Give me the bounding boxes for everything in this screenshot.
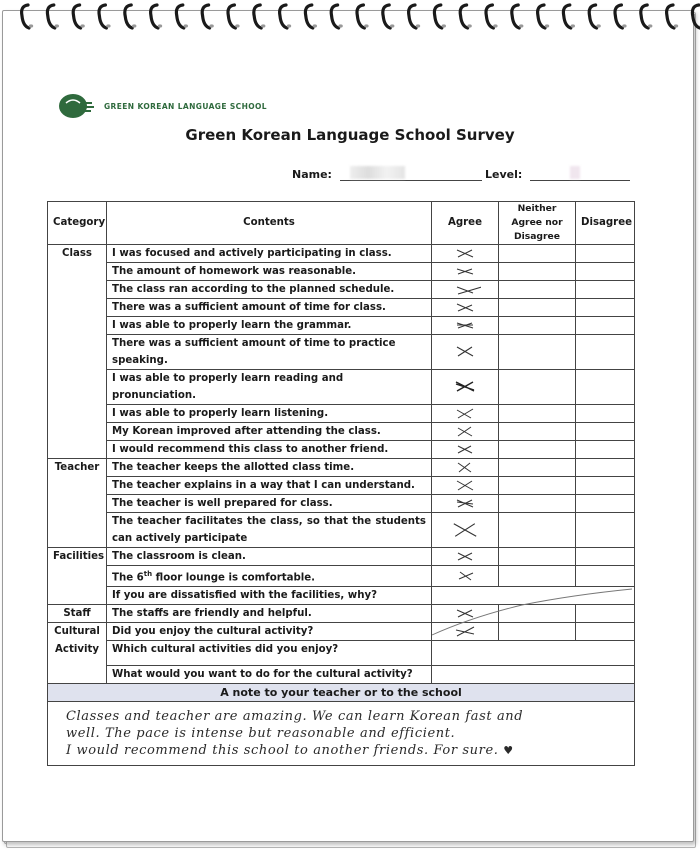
category-class: Class [48, 245, 107, 459]
level-blank[interactable] [530, 168, 630, 181]
x-mark-icon [455, 320, 475, 331]
agree-cell[interactable] [432, 605, 499, 623]
category-staff: Staff [48, 605, 107, 623]
page-title: Green Korean Language School Survey [185, 126, 515, 144]
item-label: There was a sufficient amount of time for class. [107, 299, 432, 317]
x-mark-icon [455, 444, 475, 455]
neither-cell[interactable] [499, 566, 576, 587]
agree-cell[interactable] [432, 335, 499, 370]
agree-cell[interactable] [432, 245, 499, 263]
level-field[interactable] [485, 168, 630, 181]
neither-cell[interactable] [499, 548, 576, 566]
note-textarea[interactable] [48, 702, 635, 766]
disagree-cell[interactable] [576, 423, 635, 441]
disagree-cell[interactable] [576, 623, 635, 641]
disagree-cell[interactable] [576, 548, 635, 566]
item-label: My Korean improved after attending the class. [107, 423, 432, 441]
item-label: I was able to properly learn listening. [107, 405, 432, 423]
level-label: Level: [485, 168, 523, 181]
neither-cell[interactable] [499, 370, 576, 405]
item-label: Which cultural activities did you enjoy? [107, 641, 432, 666]
disagree-cell[interactable] [576, 245, 635, 263]
x-mark-icon [455, 302, 475, 313]
agree-cell[interactable] [432, 423, 499, 441]
x-mark-icon [455, 408, 475, 419]
neither-cell[interactable] [499, 495, 576, 513]
col-agree: Agree [432, 202, 499, 245]
disagree-cell[interactable] [576, 317, 635, 335]
table-row [48, 566, 635, 587]
table-row [48, 459, 635, 477]
school-logo-icon [58, 93, 98, 119]
x-mark-icon [455, 608, 475, 619]
neither-cell[interactable] [499, 605, 576, 623]
disagree-cell[interactable] [576, 263, 635, 281]
item-label: The amount of homework was reasonable. [107, 263, 432, 281]
disagree-cell[interactable] [576, 495, 635, 513]
neither-cell[interactable] [499, 405, 576, 423]
table-row [48, 441, 635, 459]
agree-cell[interactable] [432, 405, 499, 423]
neither-cell[interactable] [499, 477, 576, 495]
note-header-row [48, 684, 635, 702]
table-row [48, 245, 635, 263]
x-mark-icon [455, 462, 475, 473]
disagree-cell[interactable] [576, 370, 635, 405]
col-disagree: Disagree [576, 202, 635, 245]
item-label: The staffs are friendly and helpful. [107, 605, 432, 623]
item-label: I was able to properly learn reading and pronunciation. [107, 370, 432, 405]
school-logo-text: GREEN KOREAN LANGUAGE SCHOOL [104, 101, 267, 111]
x-mark-icon [455, 266, 475, 277]
note-heading: A note to your teacher or to the school [48, 684, 635, 702]
neither-cell[interactable] [499, 317, 576, 335]
heart-icon: ♥ [503, 744, 514, 758]
col-neither: Neither Agree nor Disagree [499, 202, 576, 245]
note-line: well. The pace is intense but reasonable and efficient. [66, 726, 456, 742]
disagree-cell[interactable] [576, 605, 635, 623]
agree-cell[interactable] [432, 317, 499, 335]
table-row [48, 587, 635, 605]
col-category: Category [48, 202, 107, 245]
note-line: Classes and teacher are amazing. We can learn Korean fast and [66, 709, 524, 725]
agree-cell[interactable] [432, 623, 499, 641]
neither-cell[interactable] [499, 281, 576, 299]
table-row [48, 666, 635, 684]
agree-cell[interactable] [432, 281, 499, 299]
x-mark-icon [452, 381, 478, 392]
item-label: The teacher facilitates the class, so that the students can actively participate [107, 513, 432, 548]
answer-cell[interactable] [432, 587, 635, 605]
agree-cell[interactable] [432, 263, 499, 281]
agree-cell[interactable] [432, 548, 499, 566]
school-logo [58, 93, 267, 119]
neither-cell[interactable] [499, 623, 576, 641]
category-cultural [48, 623, 107, 684]
x-mark-icon [451, 520, 479, 540]
x-mark-icon [455, 480, 475, 491]
disagree-cell[interactable] [576, 566, 635, 587]
item-label: I was focused and actively participating in class. [107, 245, 432, 263]
name-label: Name: [292, 168, 332, 181]
table-row [48, 263, 635, 281]
table-row [48, 495, 635, 513]
x-mark-icon [455, 426, 475, 437]
item-label: The classroom is clean. [107, 548, 432, 566]
table-row [48, 335, 635, 370]
col-contents: Contents [107, 202, 432, 245]
item-label: The teacher explains in a way that I can understand. [107, 477, 432, 495]
table-row [48, 405, 635, 423]
agree-cell[interactable] [432, 495, 499, 513]
disagree-cell[interactable] [576, 335, 635, 370]
x-mark-icon [455, 248, 475, 259]
table-row [48, 317, 635, 335]
agree-cell[interactable] [432, 477, 499, 495]
item-label: If you are dissatisfied with the facilities, why? [107, 587, 432, 605]
neither-cell[interactable] [499, 459, 576, 477]
item-label: The 6th floor lounge is comfortable. [107, 566, 432, 587]
redacted-name [350, 166, 405, 179]
answer-cell[interactable] [432, 641, 635, 666]
disagree-cell[interactable] [576, 513, 635, 548]
table-row [48, 641, 635, 666]
neither-cell[interactable] [499, 335, 576, 370]
item-label: I was able to properly learn the grammar. [107, 317, 432, 335]
note-line: I would recommend this school to another friends. For sure. [66, 743, 499, 759]
table-row [48, 623, 635, 641]
item-label: The teacher keeps the allotted class time. [107, 459, 432, 477]
x-mark-icon [455, 346, 475, 357]
item-label: The teacher is well prepared for class. [107, 495, 432, 513]
disagree-cell[interactable] [576, 299, 635, 317]
disagree-cell[interactable] [576, 477, 635, 495]
item-label: What would you want to do for the cultural activity? [107, 666, 432, 684]
name-blank[interactable] [340, 168, 482, 181]
note-body-row [48, 702, 635, 766]
disagree-cell[interactable] [576, 441, 635, 459]
agree-cell[interactable] [432, 299, 499, 317]
header-row [48, 202, 635, 245]
table-row [48, 513, 635, 548]
category-teacher: Teacher [48, 459, 107, 548]
table-row [48, 299, 635, 317]
disagree-cell[interactable] [576, 281, 635, 299]
x-mark-icon [451, 626, 479, 637]
note-line-last [66, 742, 616, 759]
neither-cell[interactable] [499, 513, 576, 548]
agree-cell[interactable] [432, 513, 499, 548]
agree-cell[interactable] [432, 459, 499, 477]
answer-cell[interactable] [432, 666, 635, 684]
neither-cell[interactable] [499, 299, 576, 317]
name-field[interactable] [292, 168, 482, 181]
table-row [48, 605, 635, 623]
neither-cell[interactable] [499, 263, 576, 281]
table-row [48, 548, 635, 566]
item-label: I would recommend this class to another friend. [107, 441, 432, 459]
table-row [48, 477, 635, 495]
neither-cell[interactable] [499, 441, 576, 459]
agree-cell[interactable] [432, 441, 499, 459]
x-mark-icon [455, 570, 475, 581]
category-cultural-line2: Activity [55, 644, 99, 656]
x-mark-icon [449, 284, 481, 295]
item-label: There was a sufficient amount of time to practice speaking. [107, 335, 432, 370]
table-row [48, 281, 635, 299]
category-facilities: Facilities [48, 548, 107, 605]
neither-cell[interactable] [499, 423, 576, 441]
agree-cell[interactable] [432, 566, 499, 587]
item-label: The class ran according to the planned schedule. [107, 281, 432, 299]
x-mark-icon [455, 498, 475, 509]
x-mark-icon [455, 551, 475, 562]
disagree-cell[interactable] [576, 405, 635, 423]
item-label: Did you enjoy the cultural activity? [107, 623, 432, 641]
disagree-cell[interactable] [576, 459, 635, 477]
category-cultural-line1: Cultural [54, 626, 100, 638]
agree-cell[interactable] [432, 370, 499, 405]
survey-table [47, 201, 635, 766]
table-row [48, 423, 635, 441]
neither-cell[interactable] [499, 245, 576, 263]
table-row [48, 370, 635, 405]
redacted-level [570, 166, 580, 179]
